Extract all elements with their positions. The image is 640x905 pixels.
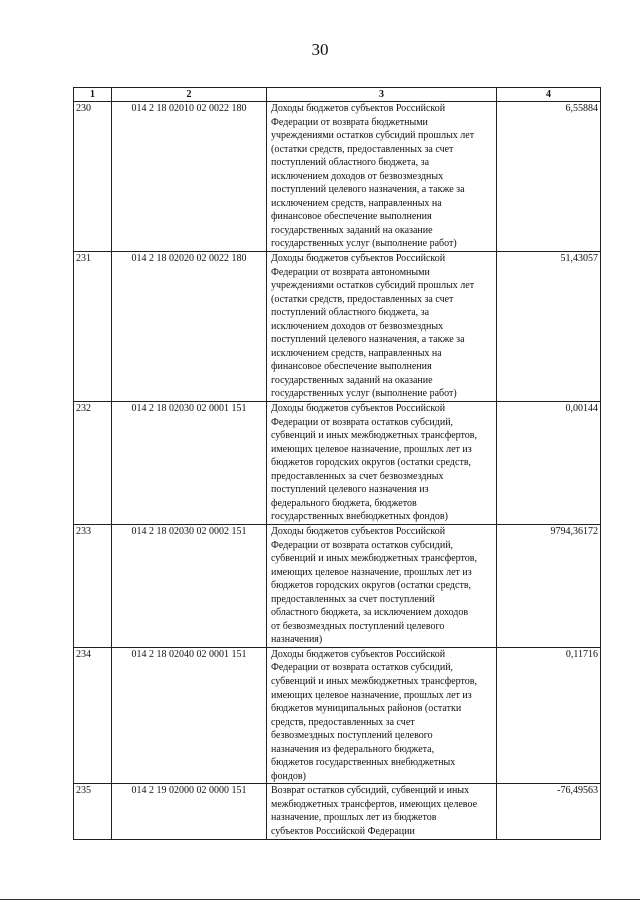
table-row [74, 647, 601, 783]
description-line: исключением доходов от безвозмездных [271, 320, 444, 332]
description-line: средств, предоставленных за счет [271, 716, 415, 728]
description-line: финансовое обеспечение выполнения [271, 211, 432, 223]
budget-code: 014 2 18 02030 02 0002 151 [112, 524, 267, 647]
description-line: Доходы бюджетов субъектов Российской [271, 253, 446, 265]
income-description [267, 524, 497, 647]
row-number: 234 [74, 647, 112, 783]
header-row [74, 88, 601, 102]
budget-table [73, 87, 601, 840]
description-line: Доходы бюджетов субъектов Российской [271, 403, 446, 415]
description-line: предоставленных за счет поступлений [271, 593, 435, 605]
description-line: поступлений целевого назначения, а также за [271, 184, 465, 196]
description-line: поступлений целевого назначения из [271, 484, 429, 496]
description-line: исключением средств, направленных на [271, 347, 442, 359]
page-number: 30 [311, 40, 329, 59]
description-line: поступлений целевого назначения, а также за [271, 334, 465, 346]
description-line: Доходы бюджетов субъектов Российской [271, 525, 446, 537]
description-line: Федерации от возврата бюджетными [271, 116, 428, 128]
row-number: 232 [74, 402, 112, 525]
description-line: имеющих целевое назначение, прошлых лет из [271, 689, 472, 701]
income-description [267, 252, 497, 402]
description-line: поступлений областного бюджета, за [271, 307, 430, 319]
description-line: назначения из федерального бюджета, [271, 743, 435, 755]
description-line: государственных услуг (выполнение работ) [271, 238, 457, 250]
row-number: 231 [74, 252, 112, 402]
description-line: назначения) [271, 634, 323, 646]
table-row [74, 402, 601, 525]
description-line: межбюджетных трансфертов, имеющих целевое [271, 798, 478, 810]
amount: 51,43057 [497, 252, 601, 402]
description-line: имеющих целевое назначение, прошлых лет из [271, 443, 472, 455]
description-line: поступлений областного бюджета, за [271, 157, 430, 169]
budget-code: 014 2 18 02010 02 0022 180 [112, 102, 267, 252]
table-row [74, 524, 601, 647]
description-line: (остатки средств, предоставленных за счет [271, 143, 454, 155]
description-line: исключением средств, направленных на [271, 197, 442, 209]
table-row [74, 102, 601, 252]
header-col-4: 4 [497, 88, 601, 102]
amount: 0,11716 [497, 647, 601, 783]
amount: 9794,36172 [497, 524, 601, 647]
description-line: федерального бюджета, бюджетов [271, 497, 417, 509]
header-col-1: 1 [74, 88, 112, 102]
header-col-2: 2 [112, 88, 267, 102]
income-description [267, 402, 497, 525]
description-line: Доходы бюджетов субъектов Российской [271, 648, 446, 660]
amount: -76,49563 [497, 784, 601, 839]
description-line: бюджетов государственных внебюджетных [271, 757, 456, 769]
description-line: безвозмездных поступлений целевого [271, 730, 433, 742]
description-line: бюджетов городских округов (остатки средств, [271, 580, 472, 592]
row-number: 233 [74, 524, 112, 647]
description-line: учреждениями остатков субсидий прошлых лет [271, 280, 475, 292]
description-line: государственных заданий на оказание [271, 374, 433, 386]
description-line: Возврат остатков субсидий, субвенций и иных [271, 785, 470, 797]
amount: 6,55884 [497, 102, 601, 252]
description-line: областного бюджета, за исключением доходов [271, 607, 469, 619]
description-line: учреждениями остатков субсидий прошлых лет [271, 130, 475, 142]
description-line: от безвозмездных поступлений целевого [271, 620, 445, 632]
table-row [74, 784, 601, 839]
description-line: Федерации от возврата остатков субсидий, [271, 539, 454, 551]
page-bottom-rule [0, 899, 640, 900]
description-line: Доходы бюджетов субъектов Российской [271, 103, 446, 114]
amount: 0,00144 [497, 402, 601, 525]
income-description [267, 784, 497, 839]
description-line: Федерации от возврата автономными [271, 266, 430, 278]
description-line: назначение, прошлых лет из бюджетов [271, 812, 437, 824]
income-description [267, 102, 497, 252]
description-line: субъектов Российской Федерации [271, 825, 415, 837]
row-number: 235 [74, 784, 112, 839]
description-line: государственных внебюджетных фондов) [271, 511, 448, 523]
description-line: бюджетов городских округов (остатки средств, [271, 457, 472, 469]
description-line: финансовое обеспечение выполнения [271, 361, 432, 373]
budget-code: 014 2 19 02000 02 0000 151 [112, 784, 267, 839]
description-line: исключением доходов от безвозмездных [271, 170, 444, 182]
description-line: государственных услуг (выполнение работ) [271, 388, 457, 400]
budget-code: 014 2 18 02030 02 0001 151 [112, 402, 267, 525]
description-line: субвенций и иных межбюджетных трансфертов, [271, 553, 477, 565]
description-line: субвенций и иных межбюджетных трансфертов, [271, 675, 477, 687]
budget-code: 014 2 18 02020 02 0022 180 [112, 252, 267, 402]
description-line: субвенций и иных межбюджетных трансфертов, [271, 430, 477, 442]
description-line: Федерации от возврата остатков субсидий, [271, 416, 454, 428]
description-line: фондов) [271, 770, 306, 782]
description-line: бюджетов муниципальных районов (остатки [271, 703, 462, 715]
income-description [267, 647, 497, 783]
description-line: государственных заданий на оказание [271, 224, 433, 236]
description-line: имеющих целевое назначение, прошлых лет из [271, 566, 472, 578]
table-row [74, 252, 601, 402]
budget-code: 014 2 18 02040 02 0001 151 [112, 647, 267, 783]
header-col-3: 3 [267, 88, 497, 102]
row-number: 230 [74, 102, 112, 252]
description-line: Федерации от возврата остатков субсидий, [271, 662, 454, 674]
description-line: предоставленных за счет безвозмездных [271, 470, 444, 482]
description-line: (остатки средств, предоставленных за счет [271, 293, 454, 305]
